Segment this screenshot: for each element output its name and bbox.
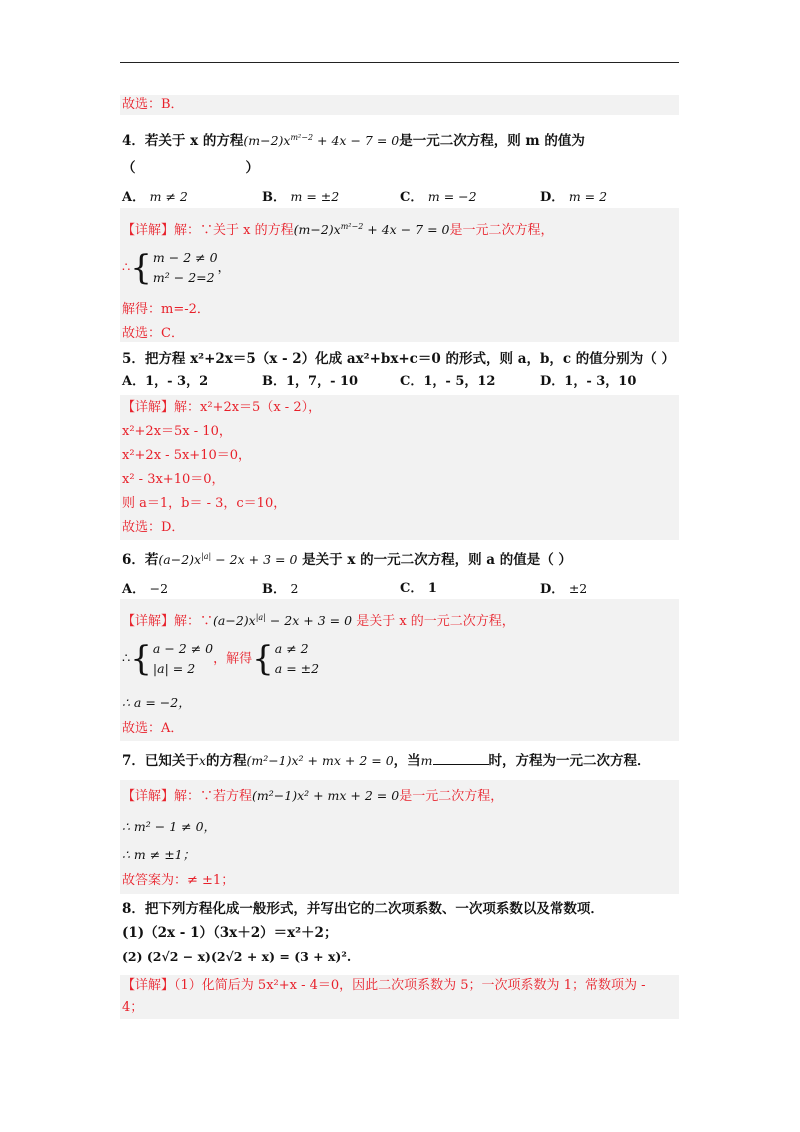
q6-system: ∴{a − 2 ≠ 0 |a| = 2，解得{a ≠ 2 a = ±2 [122,639,320,679]
q8-subquestion-1: (1)（2x - 1）（3x＋2）＝x²＋2； [122,925,338,941]
q5-conclusion: 故选：D． [122,520,185,535]
q5-detail-line4: x² - 3x+10＝0， [122,472,225,487]
q4-stem-b: 是一元二次方程，则 m 的值为 [399,133,585,149]
q5-stem: 把方程 x²+2x＝5（x - 2）化成 ax²+bx+c＝0 的形式，则 a，b，c 的值分别为（ ） [144,351,675,367]
q5-option-d: D．1，- 3，10 [540,374,637,389]
question-8: 8．把下列方程化成一般形式，并写出它的二次项系数、一次项系数以及常数项． [122,901,604,917]
q3-conclusion: 故选：B． [122,97,184,112]
q7-detail-equation: (m²−1)x² + mx + 2 = 0 [252,788,400,803]
q6-equation: $(a-2)x^{|a|} - 2x + 3 = 0$ [158,552,298,567]
q4-option-b: B． m = ±2 [262,189,340,205]
answer-box-q3 [120,95,679,115]
question-5: 5．把方程 x²+2x＝5（x - 2）化成 ax²+bx+c＝0 的形式，则 a，b，c 的值分别为（ ） [122,351,675,367]
q6-detail-equation: $(a-2)x^{|a|} - 2x + 3 = 0$ [213,613,353,628]
q7-detail-line3: ∴ m ≠ ±1； [122,847,196,862]
question-6: 6．若$(a-2)x^{|a|} - 2x + 3 = 0$ 是关于 x 的一元二次方程，则 a 的值是（ ） [122,552,572,568]
q4-conclusion: 故选：C． [122,326,184,341]
q7-equation: (m²−1)x² + mx + 2 = 0 [246,753,394,768]
q7-detail-line2: ∴ m² − 1 ≠ 0， [122,819,217,834]
q5-detail-line5: 则 a＝1，b＝ - 3，c＝10， [122,496,287,511]
q5-detail-line1: 【详解】解：x²+2x＝5（x - 2）， [122,400,322,415]
q6-option-c: C． 1 [400,581,437,596]
q5-detail-line3: x²+2x - 5x+10＝0， [122,448,252,463]
q4-option-c: C． m = −2 [400,189,477,205]
question-7: 7．已知关于x的方程(m²−1)x² + mx + 2 = 0，当m 时，方程为一元二次方程． [122,753,651,769]
question-4 [122,129,585,150]
q4-system: ∴{m − 2 ≠ 0 m² − 2=2， [122,248,231,288]
q8-stem: 把下列方程化成一般形式，并写出它的二次项系数、一次项系数以及常数项． [144,901,604,917]
q8-detail-line1: 【详解】（1）化简后为 5x²+x - 4＝0，因此二次项系数为 5；一次项系数为 1；常数项为 - [122,978,646,993]
q6-option-d: D． ±2 [540,581,588,597]
q8-subquestion-2: (2) (2√2 − x)(2√2 + x) = (3 + x)². [122,949,352,964]
q4-equation: $(m-2)x^{m^2-2} + 4x - 7 = 0$ [243,133,400,148]
q5-option-c: C．1，- 5，12 [400,374,496,389]
q7-detail-line1: 【详解】解：∵若方程(m²−1)x² + mx + 2 = 0是一元二次方程， [122,788,504,804]
q4-detail-line1: 【详解】解：∵关于 x 的方程$(m-2)x^{m^2-2} + 4x - 7 = 0$是一元二次方程， [122,222,554,238]
q4-option-d: D． m = 2 [540,189,608,205]
q4-option-a: A． m ≠ 2 [122,189,188,205]
q5-option-a: A．1，- 3，2 [122,374,209,389]
header-rule [120,62,679,63]
q6-detail-line1: 【详解】解：$\because(a-2)x^{|a|} - 2x + 3 = 0$ 是关于 x 的一元二次方程， [122,613,515,629]
q5-option-b: B．1，7，- 10 [262,374,359,389]
q7-conclusion: 故答案为：≠ ±1； [122,873,235,888]
q6-option-b: B． 2 [262,581,299,597]
q4-number: 4． [122,133,145,149]
q6-result: ∴ a = −2， [122,695,191,710]
q6-conclusion: 故选：A． [122,721,184,736]
q4-solution: 解得：m=-2． [122,302,210,317]
q7-answer-blank[interactable] [433,752,489,765]
q8-detail-line2: 4； [122,1000,144,1015]
q5-detail-line2: x²+2x＝5x - 10， [122,424,232,439]
q4-stem-a: 若关于 x 的方程 [144,133,244,149]
q4-detail-equation: $(m-2)x^{m^2-2} + 4x - 7 = 0$ [293,222,450,237]
q4-answer-parens: （ ） [122,160,259,176]
q6-option-a: A． −2 [122,581,169,597]
